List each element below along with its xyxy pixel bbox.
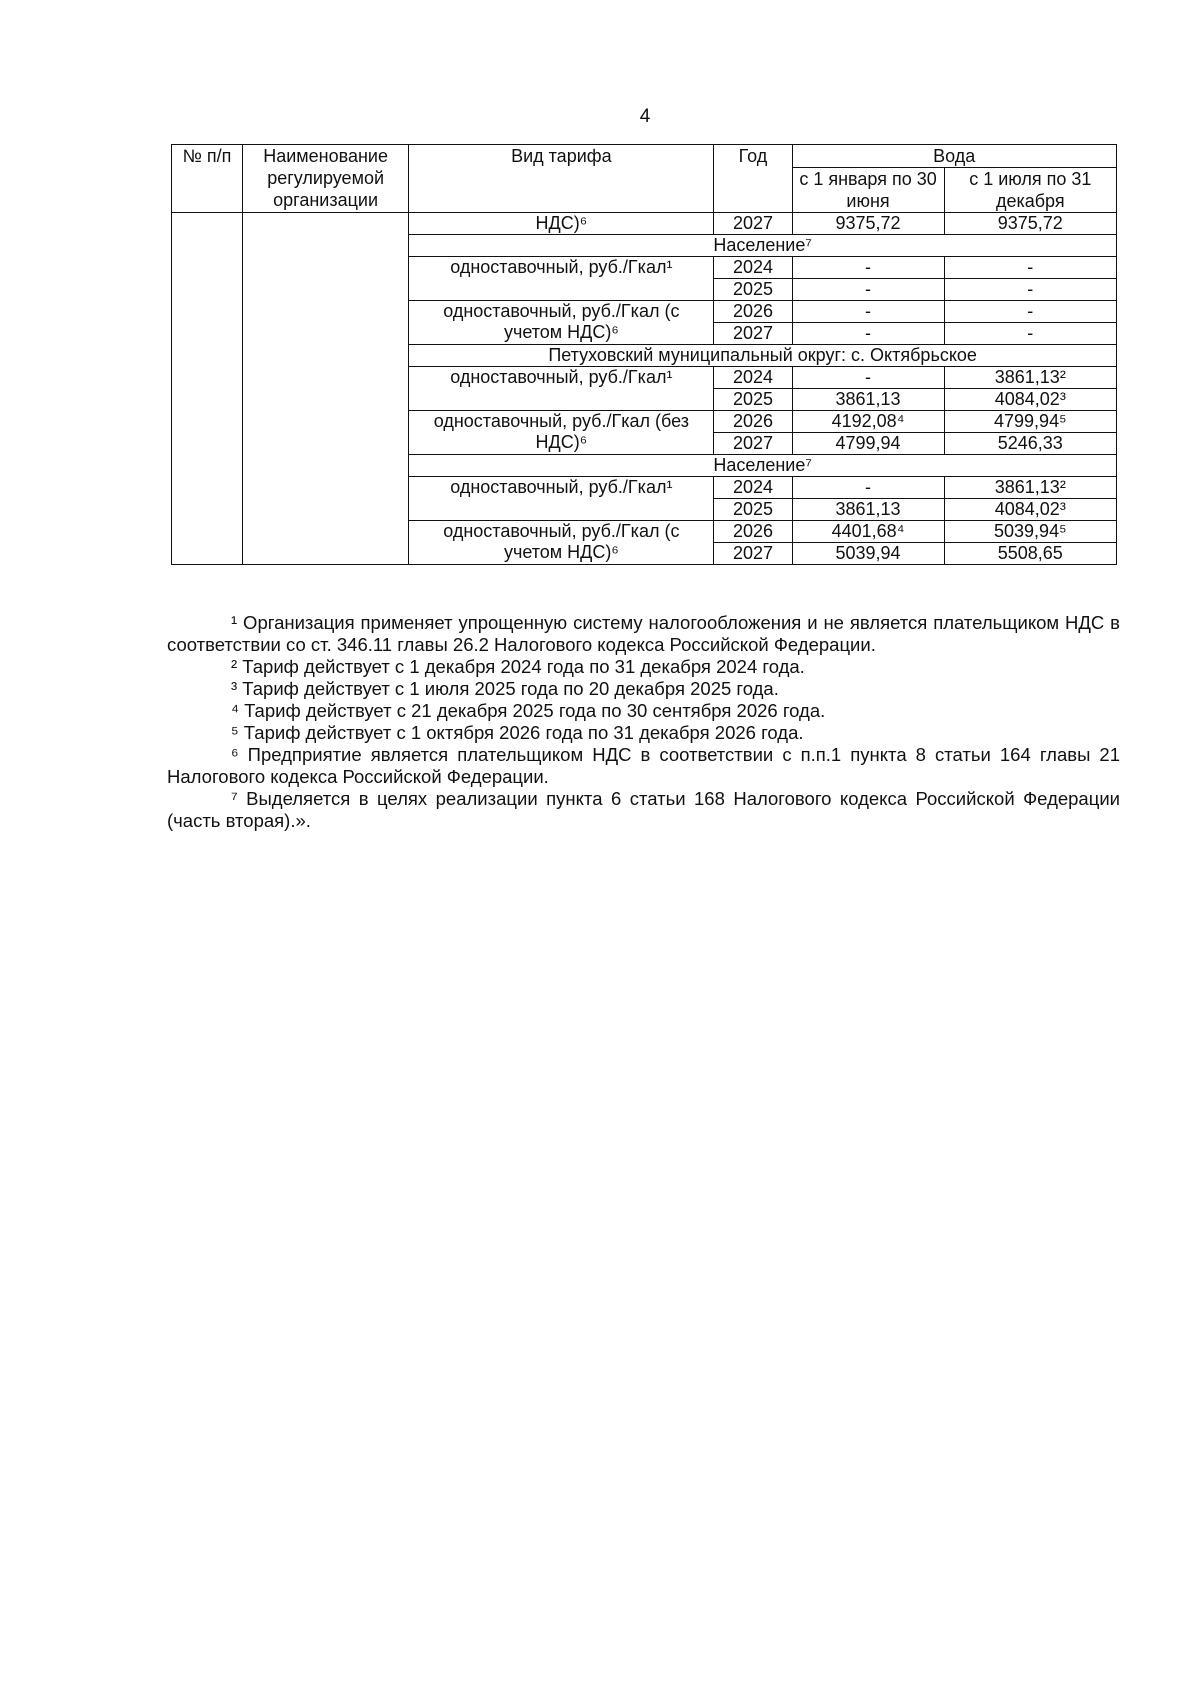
cell-value-2: 5508,65 (944, 543, 1116, 565)
cell-value-2: - (944, 301, 1116, 323)
header-year: Год (714, 145, 792, 213)
footnote-5: ⁵ Тариф действует с 1 октября 2026 года по 31 декабря 2026 года. (231, 722, 804, 743)
cell-value-1: - (792, 279, 944, 301)
header-num: № п/п (172, 145, 243, 213)
cell-value-2: - (944, 257, 1116, 279)
cell-value-2: - (944, 323, 1116, 345)
cell-value-2: 9375,72 (944, 213, 1116, 235)
cell-year: 2025 (714, 389, 792, 411)
cell-year: 2027 (714, 543, 792, 565)
footnote-7: ⁷ Выделяется в целях реализации пункта 6 статьи 168 Налогового кодекса Российской Федерации (часть вторая).». (167, 788, 1120, 831)
footnote-3: ³ Тариф действует с 1 июля 2025 года по 20 декабря 2025 года. (231, 678, 779, 699)
cell-value-1: 3861,13 (792, 499, 944, 521)
table-row (172, 213, 1117, 235)
cell-value-1: 4192,08⁴ (792, 411, 944, 433)
cell-value-2: 5246,33 (944, 433, 1116, 455)
cell-value-2: 4799,94⁵ (944, 411, 1116, 433)
cell-year: 2027 (714, 213, 792, 235)
cell-value-2: 4084,02³ (944, 389, 1116, 411)
footnote-6: ⁶ Предприятие является плательщиком НДС в соответствии с п.п.1 пункта 8 статьи 164 главы 21 Налогового кодекса Российской Федерации. (167, 744, 1120, 787)
footnotes (167, 612, 1120, 832)
cell-value-1: - (792, 367, 944, 389)
header-period-1: с 1 января по 30 июня (792, 168, 944, 213)
cell-year: 2026 (714, 411, 792, 433)
cell-org-empty (242, 213, 408, 565)
header-tariff-type: Вид тарифа (409, 145, 714, 213)
tariff-table (171, 144, 1117, 565)
cell-value-1: 5039,94 (792, 543, 944, 565)
cell-value-1: - (792, 301, 944, 323)
section-label: Население⁷ (409, 455, 1117, 477)
cell-tariff-type: НДС)⁶ (409, 213, 714, 235)
cell-value-1: 4401,68⁴ (792, 521, 944, 543)
cell-value-1: - (792, 257, 944, 279)
cell-tariff-type: одноставочный, руб./Гкал (с учетом НДС)⁶ (409, 301, 714, 345)
cell-value-1: - (792, 323, 944, 345)
cell-year: 2027 (714, 433, 792, 455)
cell-value-1: 3861,13 (792, 389, 944, 411)
cell-value-1: - (792, 477, 944, 499)
footnote-2: ² Тариф действует с 1 декабря 2024 года по 31 декабря 2024 года. (231, 656, 805, 677)
cell-value-1: 9375,72 (792, 213, 944, 235)
header-water: Вода (792, 145, 1117, 168)
cell-tariff-type: одноставочный, руб./Гкал¹ (409, 367, 714, 411)
cell-value-2: 4084,02³ (944, 499, 1116, 521)
header-organization: Наименование регулируемой организации (242, 145, 408, 213)
cell-value-1: 4799,94 (792, 433, 944, 455)
cell-year: 2024 (714, 477, 792, 499)
cell-year: 2024 (714, 367, 792, 389)
page-number: 4 (639, 106, 651, 127)
cell-num-empty (172, 213, 243, 565)
section-label: Петуховский муниципальный округ: с. Октябрьское (409, 345, 1117, 367)
cell-year: 2027 (714, 323, 792, 345)
cell-tariff-type: одноставочный, руб./Гкал (без НДС)⁶ (409, 411, 714, 455)
cell-value-2: 5039,94⁵ (944, 521, 1116, 543)
cell-year: 2025 (714, 279, 792, 301)
footnote-1: ¹ Организация применяет упрощенную систему налогообложения и не является плательщиком НДС в соответствии со ст. 346.11 главы 26.2 Налогового кодекса Российской Федерации. (167, 612, 1120, 655)
cell-year: 2026 (714, 301, 792, 323)
section-label: Население⁷ (409, 235, 1117, 257)
header-period-2: с 1 июля по 31 декабря (944, 168, 1116, 213)
footnote-4: ⁴ Тариф действует с 21 декабря 2025 года по 30 сентября 2026 года. (231, 700, 826, 721)
cell-tariff-type: одноставочный, руб./Гкал¹ (409, 477, 714, 521)
cell-year: 2026 (714, 521, 792, 543)
cell-tariff-type: одноставочный, руб./Гкал¹ (409, 257, 714, 301)
cell-tariff-type: одноставочный, руб./Гкал (с учетом НДС)⁶ (409, 521, 714, 565)
cell-year: 2024 (714, 257, 792, 279)
cell-value-2: - (944, 279, 1116, 301)
cell-value-2: 3861,13² (944, 477, 1116, 499)
cell-value-2: 3861,13² (944, 367, 1116, 389)
cell-year: 2025 (714, 499, 792, 521)
